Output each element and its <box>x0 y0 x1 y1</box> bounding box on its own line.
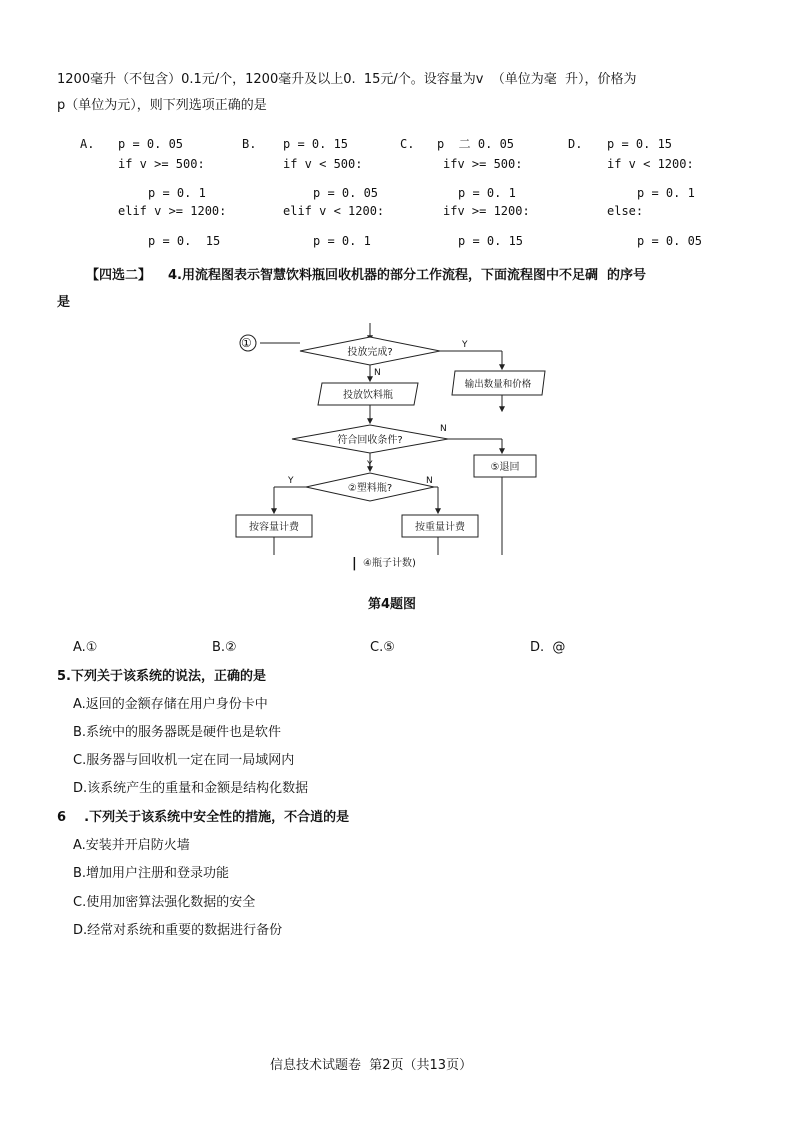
code-line: p = 0. 1 <box>458 186 516 200</box>
figure-caption: 第4题图 <box>368 597 417 612</box>
code-line: p = 0. 1 <box>148 186 206 200</box>
option-letter: D. <box>568 137 583 151</box>
code-line: p = 0. 15 <box>148 234 221 248</box>
code-line: ifv >= 1200: <box>443 204 530 218</box>
code-line: if v < 1200: <box>607 157 694 171</box>
process-2-label: 按重量计费 <box>415 522 465 533</box>
q5-option-c: C.服务器与回收机一定在同一局域网内 <box>73 753 295 768</box>
q5-stem: 5.下列关于该系统的说法，正确的是 <box>57 669 266 684</box>
process-1-label: 按容量计费 <box>249 522 299 533</box>
q4-option-b: B.② <box>212 640 237 655</box>
yes-label: Y <box>288 476 294 486</box>
decision-1-label: 投放完成? <box>347 347 393 358</box>
q6-option-a: A.安装并开启防火墙 <box>73 838 190 853</box>
option-letter: B. <box>242 137 257 151</box>
q6-option-b: B.增加用户注册和登录功能 <box>73 866 230 881</box>
code-line: ifv >= 500: <box>443 157 523 171</box>
code-line: p = 0. 1 <box>313 234 371 248</box>
input-label: 投放饮料瓶 <box>343 390 393 401</box>
code-line: p = 0. 05 <box>637 234 703 248</box>
q4-option-c: C.⑤ <box>370 640 395 655</box>
count-label: ④瓶子计数) <box>363 558 416 569</box>
return-label: ⑤退回 <box>490 462 520 473</box>
q5-option-b: B.系统中的服务器既是硬件也是软件 <box>73 725 282 740</box>
code-line: if v < 500: <box>283 157 363 171</box>
code-line: p = 0. 15 <box>458 234 524 248</box>
q4-stem: 4.用流程图表示智慧饮料瓶回收机器的部分工作流程，下面流程图中不足碉 的序号 <box>168 268 647 283</box>
q4-option-d: D. @ <box>530 640 566 655</box>
q6-option-c: C.使用加密算法强化数据的安全 <box>73 895 256 910</box>
option-letter: C. <box>400 137 415 151</box>
yes-label: Y <box>462 340 468 350</box>
page-footer: 信息技术试题卷 第2页（共13页） <box>270 1058 473 1073</box>
no-label: N <box>426 476 433 486</box>
code-line: else: <box>607 204 644 218</box>
marker-1: ① <box>241 336 252 350</box>
q4-option-a: A.① <box>73 640 98 655</box>
count-bar: | <box>352 556 357 571</box>
decision-2-label: 符合回收条件? <box>337 435 403 446</box>
code-line: p 二 0. 05 <box>437 137 515 151</box>
code-line: elif v < 1200: <box>283 204 385 218</box>
intro-line-1: 1200毫升（不包含）0.1元/个，1200毫升及以上0. 15元/个。设容量为v （单位为毫 升），价格为 <box>57 72 637 87</box>
decision-3-label: ②塑料瓶? <box>347 483 393 494</box>
code-line: p = 0. 15 <box>283 137 349 151</box>
q4-tag: 【四选二】 <box>86 268 152 283</box>
q6-option-d: D.经常对系统和重要的数据进行备份 <box>73 923 283 938</box>
code-line: p = 0. 05 <box>118 137 184 151</box>
code-line: elif v >= 1200: <box>118 204 227 218</box>
no-label: N <box>374 368 381 378</box>
output-label: 输出数量和价格 <box>464 379 532 390</box>
flowchart <box>230 315 560 575</box>
q5-option-a: A.返回的金额存储在用户身份卡中 <box>73 697 268 712</box>
code-line: p = 0. 15 <box>607 137 673 151</box>
code-line: p = 0. 05 <box>313 186 379 200</box>
code-line: if v >= 500: <box>118 157 205 171</box>
q6-stem: 6 .下列关于该系统中安全性的措施，不合逍的是 <box>57 810 350 825</box>
q4-stem-cont: 是 <box>57 295 71 310</box>
q5-option-d: D.该系统产生的重量和金额是结构化数据 <box>73 781 309 796</box>
code-line: p = 0. 1 <box>637 186 695 200</box>
option-letter: A. <box>80 137 95 151</box>
intro-line-2: p（单位为元），则下列选项正确的是 <box>57 98 267 113</box>
yes-label: Y <box>367 460 373 470</box>
no-label: N <box>440 424 447 434</box>
